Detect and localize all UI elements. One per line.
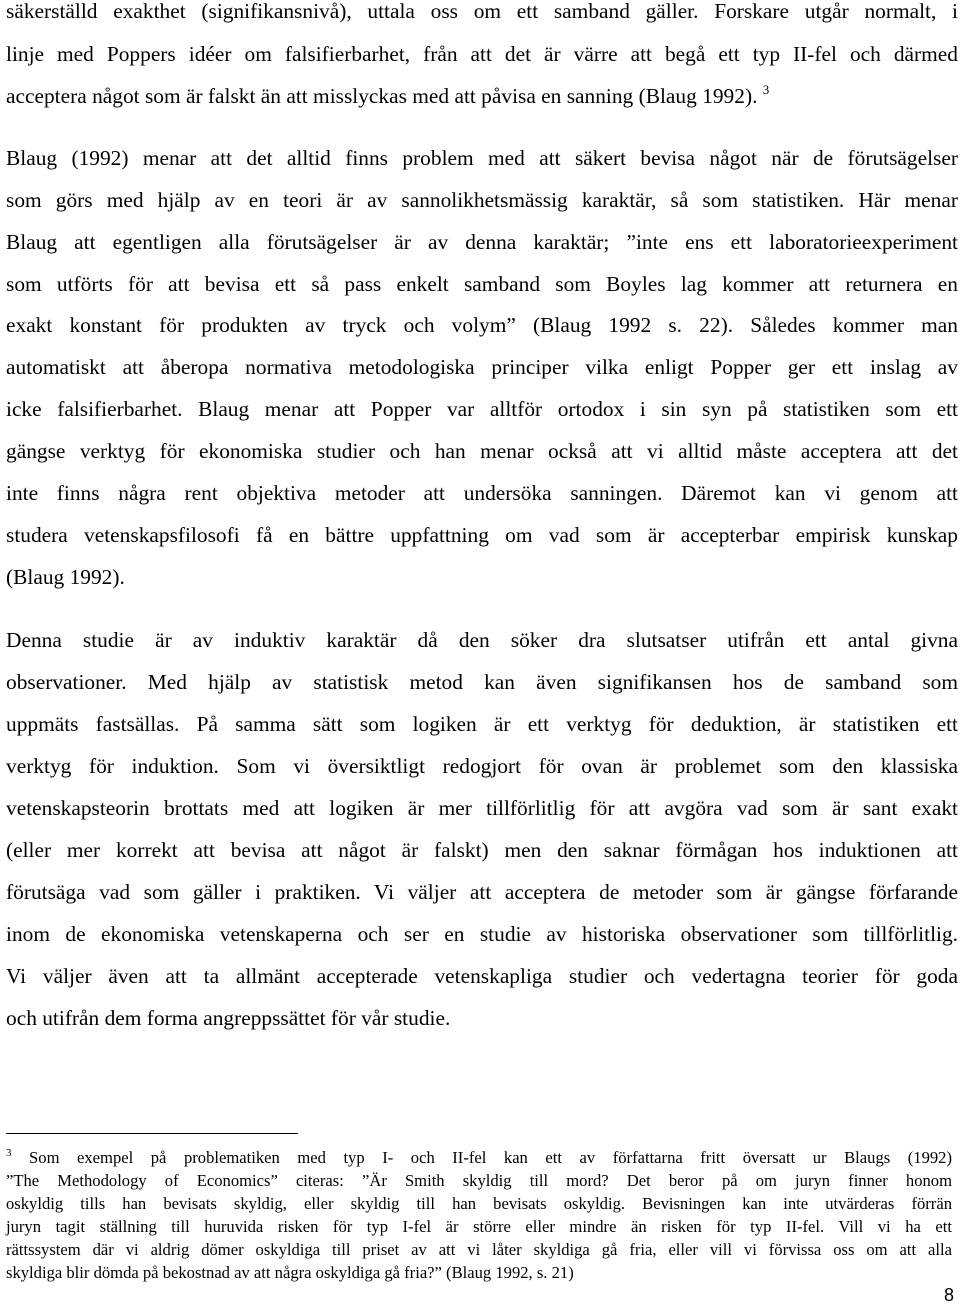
body-text-line: linje med Poppers idéer om falsifierbarhet, från att det är värre att begå ett typ II-fel och därmed xyxy=(6,42,958,66)
body-text-line: verktyg för induktion. Som vi översiktligt redogjort för ovan är problemet som den klassiska xyxy=(6,754,958,778)
footnote-number: 3 xyxy=(6,1147,12,1159)
body-text-line: exakt konstant för produkten av tryck och volym” (Blaug 1992 s. 22). Således kommer man xyxy=(6,313,958,337)
body-text-line: (Blaug 1992). xyxy=(6,565,125,589)
footnote-line: oskyldig tills han bevisats skyldig, eller skyldig till han bevisats oskyldig. Bevisningen kan inte utvärderas förrän xyxy=(6,1194,952,1213)
body-text-line: automatiskt att åberopa normativa metodologiska principer vilka enligt Popper ger ett inslag av xyxy=(6,355,958,379)
body-text-line: vetenskapsteorin brottats med att logiken är mer tillförlitlig för att avgöra vad som är sant exakt xyxy=(6,796,958,820)
footnote-line: juryn tagit ställning till huruvida risken för typ I-fel är större eller mindre än risken för typ II-fel. Vill vi ha ett xyxy=(6,1217,952,1236)
footnote-line: skyldiga blir dömda på bekostnad av att några oskyldiga gå fria?” (Blaug 1992, s. 21) xyxy=(6,1263,574,1282)
page-number: 8 xyxy=(943,1285,954,1305)
body-text-line: icke falsifierbarhet. Blaug menar att Popper var alltför ortodox i sin syn på statistiken som ett xyxy=(6,397,958,421)
body-text-line: säkerställd exakthet (signifikansnivå), uttala oss om ett samband gäller. Forskare utgår normalt, i xyxy=(6,0,958,23)
body-text-line: Blaug (1992) menar att det alltid finns problem med att säkert bevisa något när de förutsägelser xyxy=(6,146,958,170)
body-text-line: gängse verktyg för ekonomiska studier och han menar också att vi alltid måste acceptera att det xyxy=(6,439,958,463)
body-text-line: studera vetenskapsfilosofi få en bättre uppfattning om vad som är accepterbar empirisk kunskap xyxy=(6,523,958,547)
body-text-line: uppmäts fastsällas. På samma sätt som logiken är ett verktyg för deduktion, är statistiken ett xyxy=(6,712,958,736)
body-text-segment: acceptera något som är falskt än att misslyckas med att påvisa en sanning (Blaug 1992). xyxy=(6,84,758,108)
body-text-line: och utifrån dem forma angreppssättet för vår studie. xyxy=(6,1006,451,1030)
body-text-line xyxy=(6,82,770,108)
body-text-line: som görs med hjälp av en teori är av sannolikhetsmässig karaktär, så som statistiken. Här menar xyxy=(6,188,958,212)
body-text-line: inte finns några rent objektiva metoder att undersöka sanningen. Däremot kan vi genom att xyxy=(6,481,958,505)
footnote-line: rättssystem där vi aldrig dömer oskyldiga till priset av att vi låter skyldiga gå fria, eller vill vi förvissa oss om att alla xyxy=(6,1240,952,1259)
body-text-line: Denna studie är av induktiv karaktär då den söker dra slutsatser utifrån ett antal givna xyxy=(6,628,958,652)
footnote-line xyxy=(6,1147,952,1167)
footnote-line: ”The Methodology of Economics” citeras: ”Är Smith skyldig till mord? Det beror på om juryn finner honom xyxy=(6,1171,952,1190)
body-text-line: förutsäga vad som gäller i praktiken. Vi väljer att acceptera de metoder som är gängse förfarande xyxy=(6,880,958,904)
footnote-separator xyxy=(6,1133,298,1134)
footnote-text-segment: Som exempel på problematiken med typ I- och II-fel kan ett av författarna fritt översatt ur Blaugs (1992) xyxy=(29,1148,952,1167)
body-text-line: Blaug att egentligen alla förutsägelser är av denna karaktär; ”inte ens ett laboratorieexperiment xyxy=(6,230,958,254)
body-text-line: som utförts för att bevisa ett så pass enkelt samband som Boyles lag kommer att returnera en xyxy=(6,272,958,296)
body-text-line: Vi väljer även att ta allmänt accepterade vetenskapliga studier och vedertagna teorier för goda xyxy=(6,964,958,988)
body-text-line: observationer. Med hjälp av statistisk metod kan även signifikansen hos de samband som xyxy=(6,670,958,694)
footnote-reference: 3 xyxy=(762,82,770,97)
body-text-line: (eller mer korrekt att bevisa att något är falskt) men den saknar förmågan hos induktionen att xyxy=(6,838,958,862)
body-text-line: inom de ekonomiska vetenskaperna och ser en studie av historiska observationer som tillförlitlig. xyxy=(6,922,958,946)
